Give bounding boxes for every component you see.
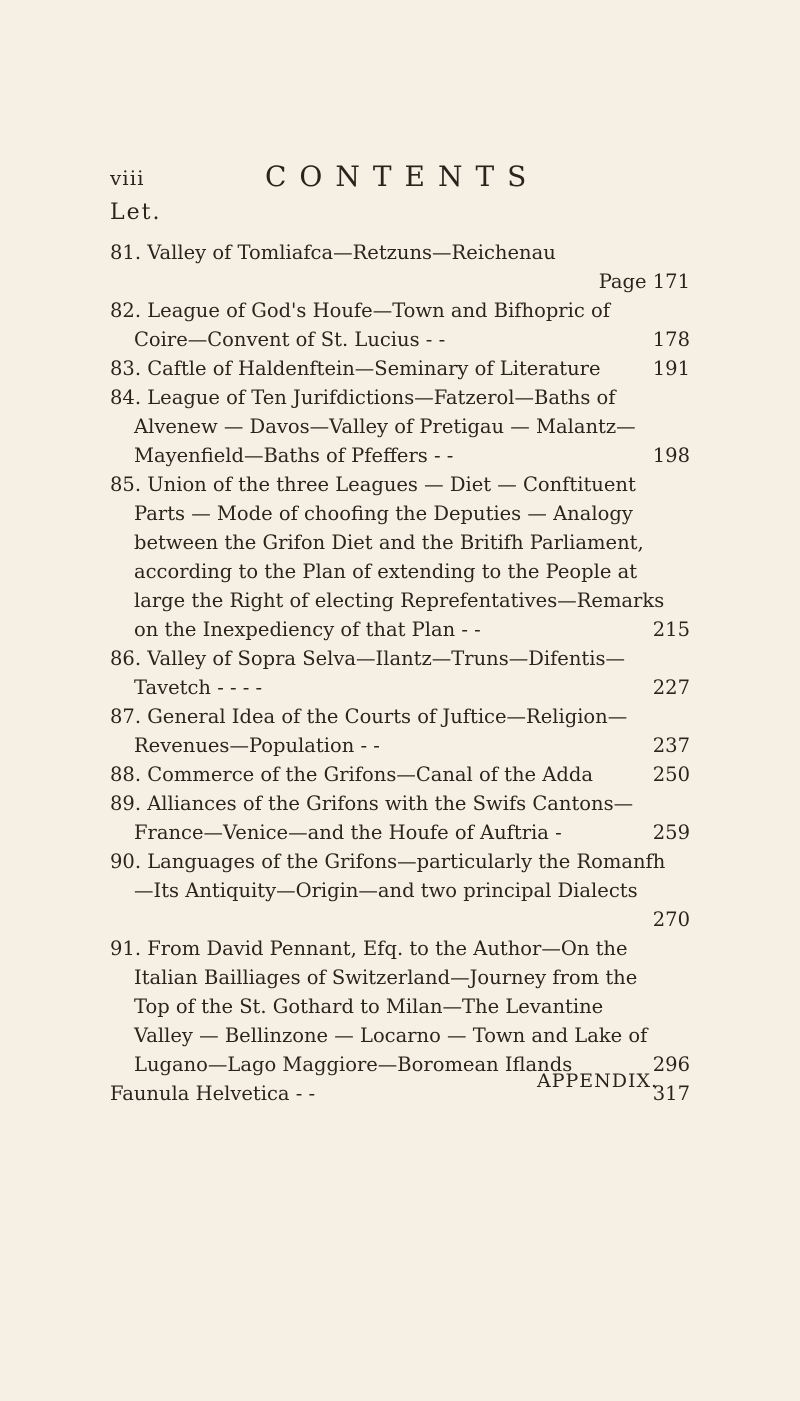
toc-entry bbox=[110, 702, 710, 760]
entry-page: 259 bbox=[652, 821, 690, 844]
entry-page: 215 bbox=[652, 618, 690, 641]
entry-line-text: Coire—Convent of St. Lucius - - bbox=[134, 328, 446, 351]
entry-line: 82. League of God's Houfe—Town and Bifhopric of bbox=[110, 299, 610, 322]
entry-line: Valley — Bellinzone — Locarno — Town and Lake of bbox=[134, 1024, 648, 1047]
entry-line-text: France—Venice—and the Houfe of Auftria - bbox=[134, 821, 562, 844]
entry-page: 270 bbox=[652, 908, 690, 931]
page-header bbox=[110, 160, 690, 200]
entry-line: according to the Plan of extending to the People at bbox=[134, 560, 638, 583]
entry-page: 317 bbox=[652, 1082, 690, 1105]
entry-line bbox=[110, 325, 710, 354]
entry-line bbox=[110, 731, 710, 760]
letter-column-label: Let. bbox=[110, 200, 162, 225]
toc-entry bbox=[110, 238, 710, 296]
toc-entry bbox=[110, 383, 710, 470]
entry-line: Italian Bailliages of Switzerland—Journey from the bbox=[134, 966, 638, 989]
entry-line: 86. Valley of Sopra Selva—Ilantz—Truns—Difentis— bbox=[110, 647, 625, 670]
entry-line-text: 88. Commerce of the Grifons—Canal of the Adda bbox=[110, 763, 593, 786]
entry-page: 191 bbox=[652, 357, 690, 380]
entry-line-text: Faunula Helvetica - - bbox=[110, 1082, 316, 1105]
entry-line bbox=[110, 441, 710, 470]
entry-line-text: Lugano—Lago Maggiore—Boromean Iflands bbox=[134, 1053, 573, 1076]
entry-line bbox=[110, 760, 710, 789]
entry-line-text: 83. Caftle of Haldenftein—Seminary of Literature bbox=[110, 357, 601, 380]
entry-line: Parts — Mode of choofing the Deputies — Analogy bbox=[134, 502, 633, 525]
entry-line: 85. Union of the three Leagues — Diet — Conftituent bbox=[110, 473, 636, 496]
toc-entry bbox=[110, 354, 710, 383]
toc-entry bbox=[110, 847, 710, 934]
entry-line: Alvenew — Davos—Valley of Pretigau — Malantz— bbox=[134, 415, 636, 438]
entry-line: between the Grifon Diet and the Britifh Parliament, bbox=[134, 531, 644, 554]
entry-line: 84. League of Ten Jurifdictions—Fatzerol—Baths of bbox=[110, 386, 616, 409]
toc-entry bbox=[110, 789, 710, 847]
entry-line: 91. From David Pennant, Efq. to the Author—On the bbox=[110, 937, 628, 960]
entry-page: 178 bbox=[652, 328, 690, 351]
catchword: APPENDIX. bbox=[537, 1070, 659, 1092]
toc-entry bbox=[110, 934, 710, 1079]
entry-line: 81. Valley of Tomliafca—Retzuns—Reichenau bbox=[110, 241, 556, 264]
toc-entry bbox=[110, 760, 710, 789]
entry-line bbox=[110, 673, 710, 702]
toc-entry bbox=[110, 470, 710, 644]
entry-page: Page 171 bbox=[598, 270, 690, 293]
toc-entry bbox=[110, 644, 710, 702]
folio-number: viii bbox=[110, 166, 145, 190]
entry-page: 250 bbox=[652, 763, 690, 786]
contents-list bbox=[110, 238, 710, 1108]
entry-line bbox=[110, 354, 710, 383]
entry-line-text: Mayenfield—Baths of Pfeffers - - bbox=[134, 444, 454, 467]
entry-line bbox=[110, 615, 710, 644]
entry-line bbox=[110, 818, 710, 847]
entry-line-text: on the Inexpediency of that Plan - - bbox=[134, 618, 481, 641]
entry-line: —Its Antiquity—Origin—and two principal Dialects bbox=[134, 879, 638, 902]
entry-page: 198 bbox=[652, 444, 690, 467]
entry-line-text: Tavetch - - - - bbox=[134, 676, 263, 699]
entry-line: 89. Alliances of the Grifons with the Swifs Cantons— bbox=[110, 792, 634, 815]
entry-line: 87. General Idea of the Courts of Juftice—Religion— bbox=[110, 705, 628, 728]
entry-line: Top of the St. Gothard to Milan—The Levantine bbox=[134, 995, 604, 1018]
entry-line: large the Right of electing Reprefentatives—Remarks bbox=[134, 589, 665, 612]
entry-line: 90. Languages of the Grifons—particularly the Romanfh bbox=[110, 850, 666, 873]
entry-page: 296 bbox=[652, 1053, 690, 1076]
entry-line-text: Revenues—Population - - bbox=[134, 734, 380, 757]
entry-page: 237 bbox=[652, 734, 690, 757]
running-title: CONTENTS bbox=[265, 160, 540, 193]
toc-entry bbox=[110, 296, 710, 354]
entry-page: 227 bbox=[652, 676, 690, 699]
